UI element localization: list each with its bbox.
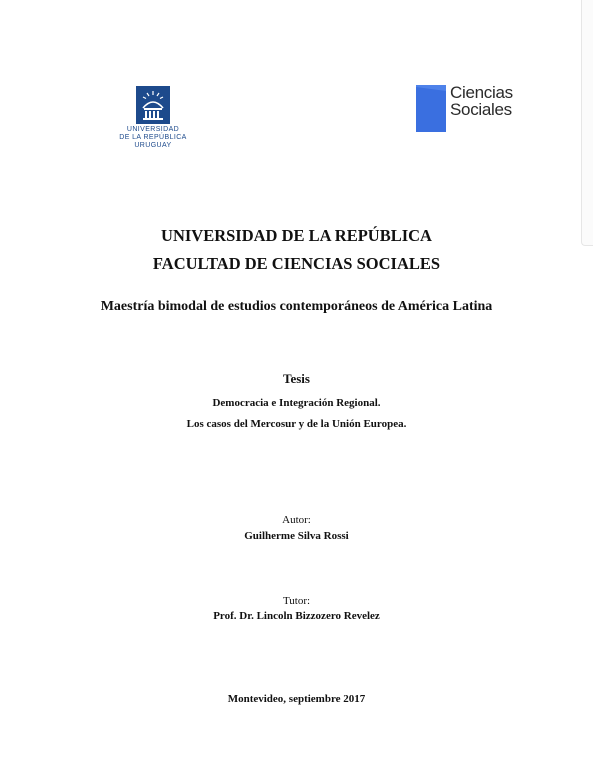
cs-logo-line: Sociales — [450, 100, 512, 119]
author-name: Guilherme Silva Rossi — [244, 530, 349, 542]
faculty-heading: FACULTAD DE CIENCIAS SOCIALES — [152, 254, 441, 273]
document-type: Tesis — [283, 371, 310, 386]
udelar-logo-line: URUGUAY — [134, 142, 172, 149]
author-label: Autor: — [282, 514, 311, 526]
program-name: Maestría bimodal de estudios contemporáneos de América Latina — [100, 299, 493, 314]
udelar-logo-line: UNIVERSIDAD — [126, 126, 180, 133]
udelar-logo-line: DE LA REPÚBLICA — [119, 134, 187, 141]
ciencias-sociales-logo-text — [450, 84, 513, 118]
university-heading: UNIVERSIDAD DE LA REPÚBLICA — [161, 226, 432, 245]
thesis-title-line1: Democracia e Integración Regional. — [212, 397, 381, 409]
scrollbar-edge[interactable] — [581, 0, 593, 246]
cs-logo-line: Ciencias — [450, 83, 513, 102]
place-date: Montevideo, septiembre 2017 — [227, 693, 366, 705]
tutor-name: Prof. Dr. Lincoln Bizzozero Revelez — [213, 610, 380, 622]
udelar-emblem-icon — [136, 86, 170, 124]
ciencias-sociales-mark-icon — [416, 85, 446, 132]
ciencias-sociales-logo — [416, 85, 526, 133]
tutor-label: Tutor: — [282, 595, 311, 607]
udelar-logo-text — [115, 126, 191, 150]
thesis-title-line2: Los casos del Mercosur y de la Unión Europea. — [186, 418, 407, 430]
udelar-logo — [115, 86, 191, 158]
